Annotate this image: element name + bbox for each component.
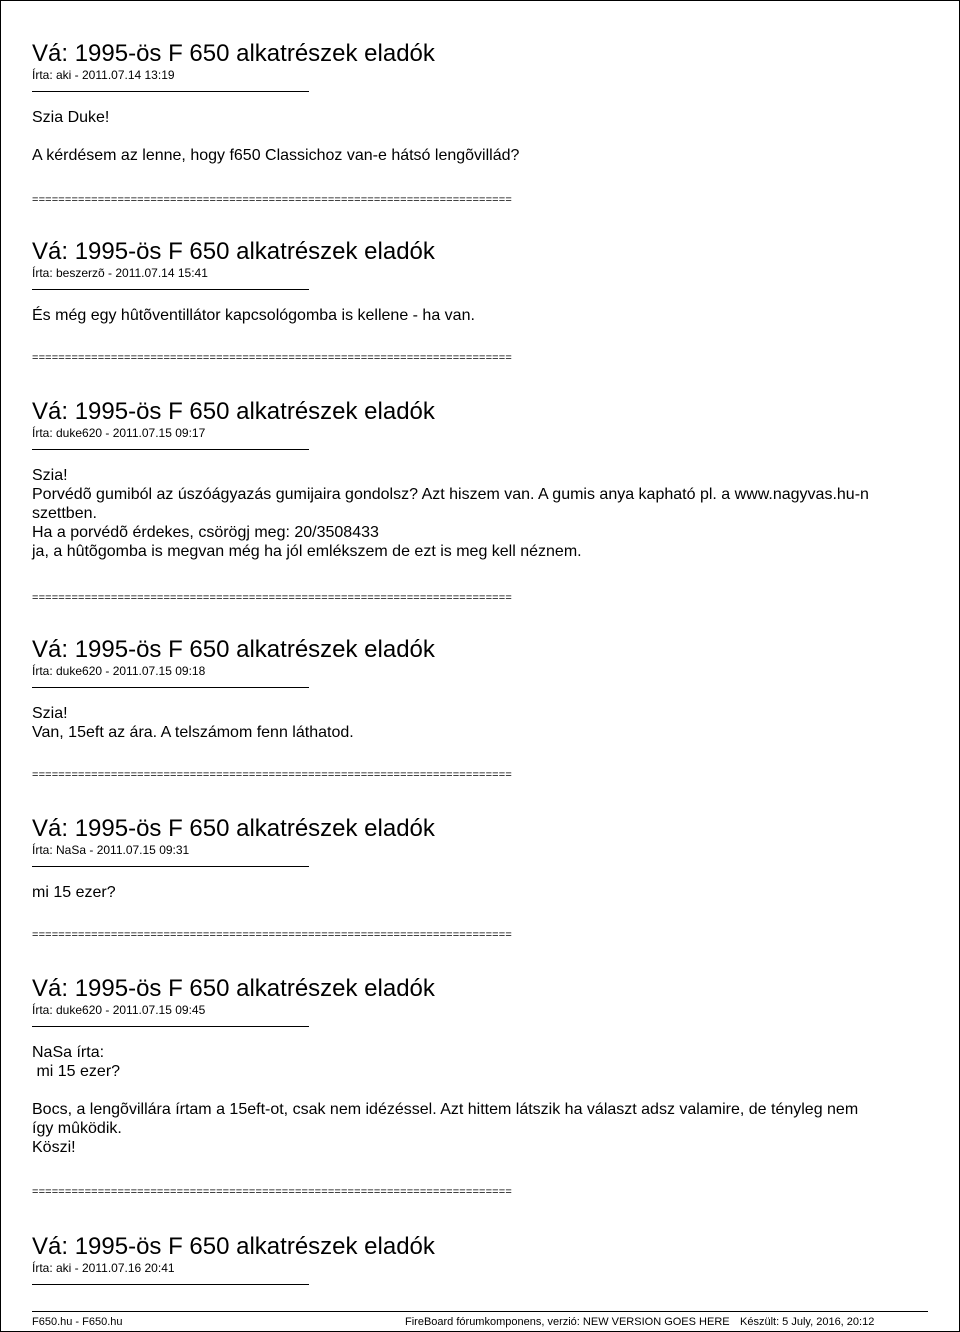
footer-rule	[32, 1311, 928, 1312]
forum-post	[32, 40, 932, 165]
forum-post	[32, 398, 932, 561]
post-meta: Írta: duke620 - 2011.07.15 09:17	[32, 426, 206, 440]
footer-site: F650.hu - F650.hu	[32, 1316, 123, 1328]
post-line: így mûködik.	[32, 1120, 122, 1137]
post-meta: Írta: aki - 2011.07.16 20:41	[32, 1261, 175, 1275]
post-line: A kérdésem az lenne, hogy f650 Classichoz van-e hátsó lengõvillád?	[32, 147, 520, 164]
post-line: Porvédõ gumiból az úszóágyazás gumijaira gondolsz? Azt hiszem van. A gumis anya kapható pl. a www.nagyvas.hu-n	[32, 486, 869, 503]
quote-author: NaSa írta:	[32, 1044, 105, 1061]
post-line: Van, 15eft az ára. A telszámom fenn láthatod.	[32, 724, 354, 741]
post-meta: Írta: duke620 - 2011.07.15 09:18	[32, 664, 206, 678]
footer-created: Készült: 5 July, 2016, 20:12	[740, 1316, 875, 1328]
forum-post	[32, 815, 932, 902]
post-separator: =========================================================================	[32, 352, 512, 364]
post-line: ja, a hûtõgomba is megvan még ha jól emlékszem de ezt is meg kell néznem.	[32, 543, 582, 560]
post-body	[32, 306, 932, 325]
forum-post	[32, 1233, 932, 1285]
post-body	[32, 108, 932, 165]
post-title: Vá: 1995-ös F 650 alkatrészek eladók	[32, 40, 435, 67]
post-line: Ha a porvédõ érdekes, csörögj meg: 20/3508433	[32, 524, 379, 541]
post-separator: =========================================================================	[32, 592, 512, 604]
post-title: Vá: 1995-ös F 650 alkatrészek eladók	[32, 238, 435, 265]
quote-text: mi 15 ezer?	[32, 1063, 121, 1080]
post-separator: =========================================================================	[32, 929, 512, 941]
post-separator: =========================================================================	[32, 769, 512, 781]
post-meta: Írta: beszerzõ - 2011.07.14 15:41	[32, 266, 208, 280]
post-title-rule	[32, 289, 309, 290]
post-title-rule	[32, 1284, 309, 1285]
post-line: Köszi!	[32, 1139, 76, 1156]
post-meta: Írta: aki - 2011.07.14 13:19	[32, 68, 175, 82]
post-body	[32, 704, 932, 742]
post-body	[32, 1043, 932, 1157]
post-line-gap	[32, 127, 932, 146]
post-line: Szia!	[32, 467, 68, 484]
post-meta: Írta: duke620 - 2011.07.15 09:45	[32, 1003, 206, 1017]
post-separator: =========================================================================	[32, 1186, 512, 1198]
post-title-rule	[32, 687, 309, 688]
post-title: Vá: 1995-ös F 650 alkatrészek eladók	[32, 1233, 435, 1260]
forum-post	[32, 975, 932, 1157]
post-title-rule	[32, 866, 309, 867]
post-line: Szia Duke!	[32, 109, 110, 126]
post-body	[32, 466, 932, 561]
post-separator: =========================================================================	[32, 194, 512, 206]
post-title-rule	[32, 449, 309, 450]
post-title: Vá: 1995-ös F 650 alkatrészek eladók	[32, 398, 435, 425]
post-line: És még egy hûtõventillátor kapcsológomba is kellene - ha van.	[32, 307, 475, 324]
post-line: szettben.	[32, 505, 97, 522]
forum-post	[32, 636, 932, 742]
post-line: Bocs, a lengõvillára írtam a 15eft-ot, csak nem idézéssel. Azt hittem látszik ha választ adsz valamire, de tényleg nem	[32, 1101, 859, 1118]
post-body	[32, 883, 932, 902]
post-title: Vá: 1995-ös F 650 alkatrészek eladók	[32, 815, 435, 842]
post-title-rule	[32, 91, 309, 92]
footer-component: FireBoard fórumkomponens, verzió: NEW VERSION GOES HERE	[405, 1316, 730, 1328]
post-line-gap	[32, 1081, 932, 1100]
post-meta: Írta: NaSa - 2011.07.15 09:31	[32, 843, 190, 857]
post-line: mi 15 ezer?	[32, 884, 116, 901]
post-title: Vá: 1995-ös F 650 alkatrészek eladók	[32, 636, 435, 663]
post-line: Szia!	[32, 705, 68, 722]
post-title-rule	[32, 1026, 309, 1027]
forum-post	[32, 238, 932, 325]
post-title: Vá: 1995-ös F 650 alkatrészek eladók	[32, 975, 435, 1002]
